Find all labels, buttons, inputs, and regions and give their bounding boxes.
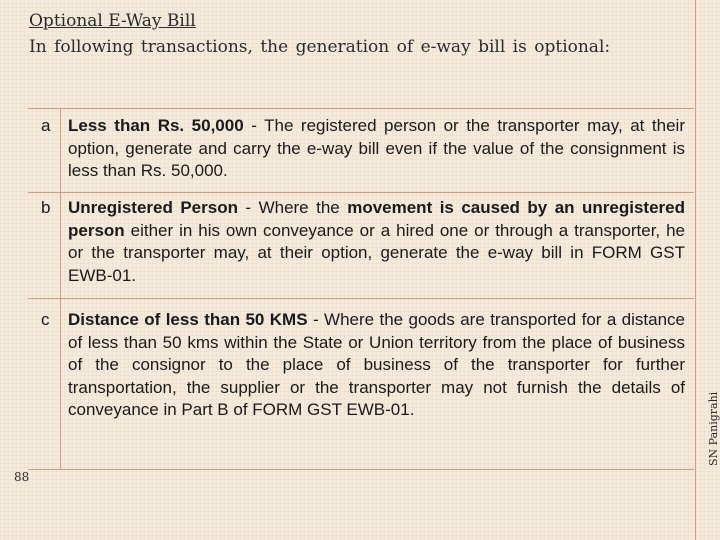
item-letter: b	[41, 198, 51, 217]
row-divider	[28, 192, 694, 193]
intro-text: In following transactions, the generation of e-way bill is optional:	[29, 37, 611, 57]
item-description: - Where the	[237, 198, 348, 217]
item-text	[68, 115, 685, 183]
item-heading: Unregistered Person	[68, 198, 238, 217]
side-divider	[695, 0, 696, 540]
item-heading: Less than Rs. 50,000	[68, 116, 244, 135]
slide-title-block	[29, 8, 684, 60]
page-title: Optional E-Way Bill	[29, 11, 196, 31]
item-emphasis: movement is caused by an unregistered person	[68, 198, 685, 240]
row-divider	[28, 298, 694, 299]
item-description-continued: either in his own conveyance or a hired one or through a transporter, he or the transporter may, at their option, generate the e-way bill in FORM GST EWB-01.	[68, 220, 685, 285]
page-number: 88	[14, 470, 30, 484]
author-credit: SN Panigrahi	[707, 391, 720, 466]
optional-cases-table	[28, 108, 694, 470]
item-heading: Distance of less than 50 KMS	[68, 310, 308, 329]
item-text	[68, 197, 685, 287]
item-description: - The registered person or the transporter may, at their option, generate and carry the e-way bill even if the value of the consignment is less than Rs. 50,000.	[68, 116, 685, 180]
item-letter: c	[41, 310, 50, 329]
item-letter: a	[41, 116, 51, 135]
item-text	[68, 309, 685, 422]
item-description: - Where the goods are transported for a distance of less than 50 kms within the State or Union territory from the place of business of the consignor to the place of business of the transporter for further transportation, the supplier or the transporter may not furnish the details of conveyance in Part B of FORM GST EWB-01.	[68, 310, 685, 419]
